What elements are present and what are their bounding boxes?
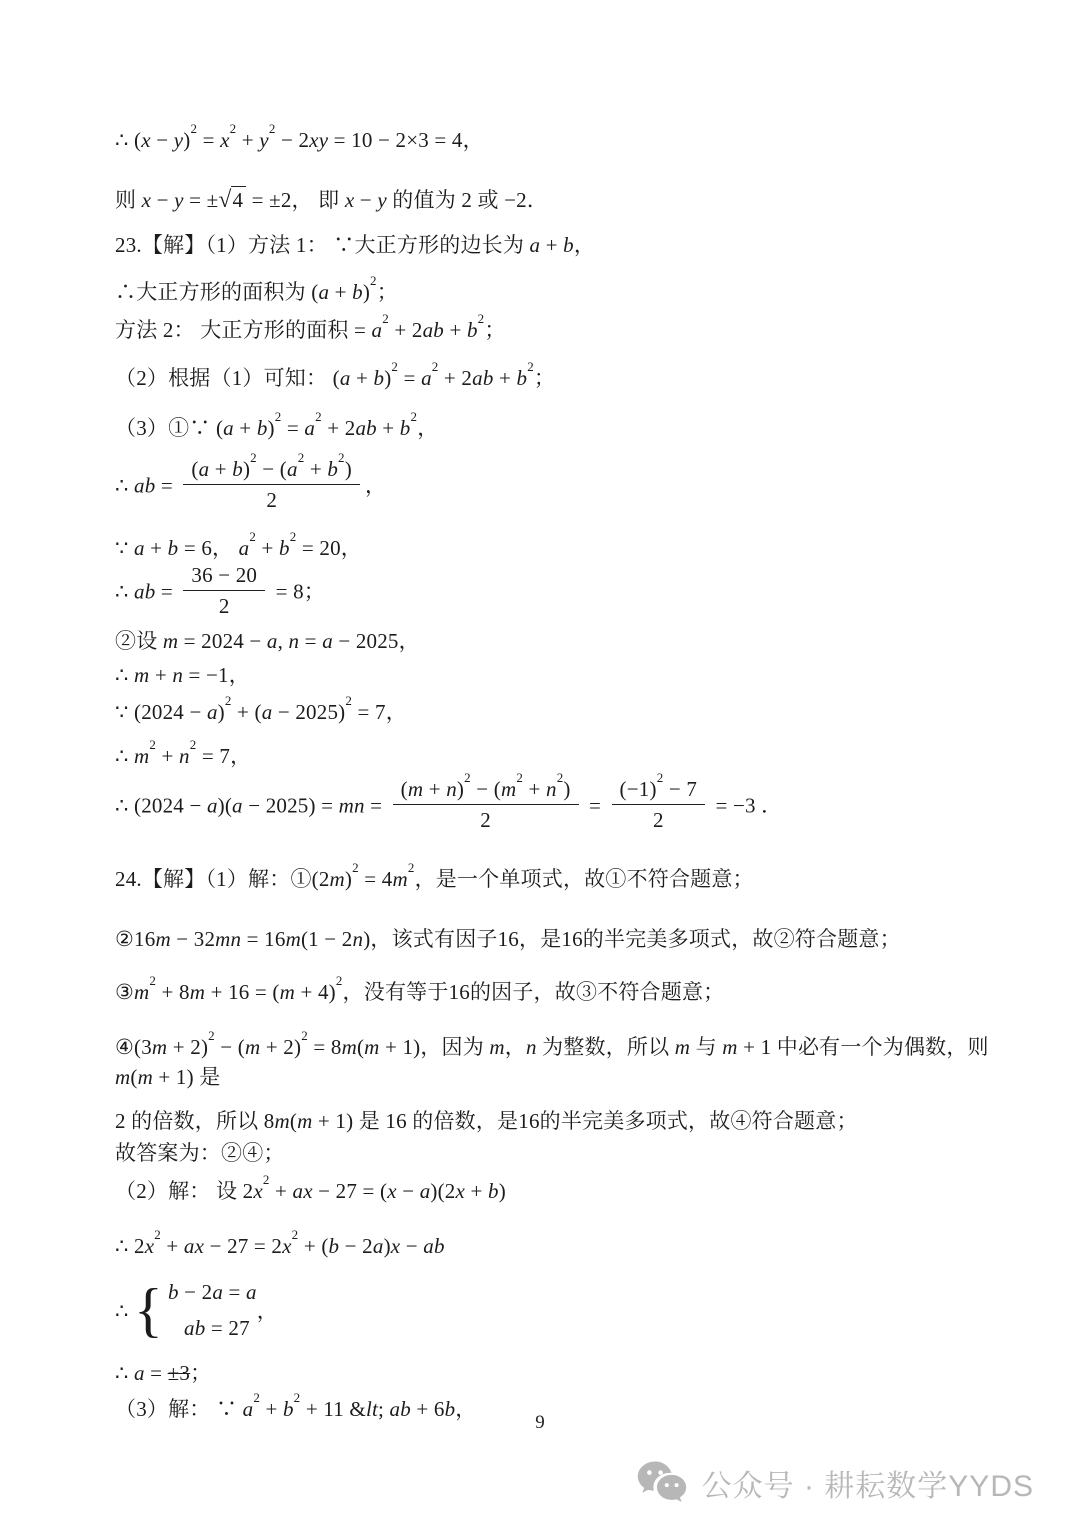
math-line: ∴大正方形的面积为 $(a + b)^2$；	[115, 273, 398, 304]
math-line: 故答案为：②④；	[115, 1141, 285, 1165]
watermark-text: 公众号 · 耕耘数学YYDS	[701, 1470, 1034, 1503]
math-line: 23.【解】（1）方法 1： ∵大正方形的边长为 a + b，	[115, 233, 596, 257]
math-line: ∴ ab = $\frac{36 - 20}{2}$ = 8；	[115, 563, 325, 618]
math-line: ②设 m = 2024 − a, n = a − 2025，	[115, 629, 420, 653]
math-line: ②16m − 32mn = 16m(1 − 2n)，该式有因子16，是16的半完美多项式，故②符合题意；	[115, 927, 901, 951]
math-line: ∴ { b − 2a = a ab = 27 ，	[115, 1277, 278, 1343]
math-line: 2 的倍数，所以 8m(m + 1) 是 16 的倍数，是16的半完美多项式，故④符合题意；	[115, 1109, 858, 1133]
wechat-icon	[636, 1460, 688, 1506]
math-line: （2）解： 设 $2x^2$ + ax − 27 = (x − a)(2x + b)	[115, 1172, 506, 1203]
math-line: ∴ $(x - y)^2 = x^2 + y^2 - 2xy = 10 - 2\times 3 = 4$，	[115, 121, 484, 152]
math-line: ∴ $2x^2$ + ax − $27 = 2x^2 + (b - 2a)x$ − ab	[115, 1227, 445, 1258]
math-line: ∴ m + n = −1，	[115, 663, 250, 687]
watermark	[636, 1460, 1034, 1506]
math-line: 24.【解】（1）解：$①(2m)^2 = 4m^2$，是一个单项式，故①不符合题意；	[115, 860, 754, 891]
math-line: ∵ $(2024 - a)^2 + (a - 2025)^2 = 7$，	[115, 693, 407, 724]
math-line: （2）根据（1）可知： $(a + b)^2 = a^2 + 2ab + b^2$；	[115, 359, 556, 390]
math-line: ∵ a + b = 6， $a^2 + b^2 = 20$，	[115, 529, 362, 560]
math-line: $③m^2 + 8m + 16 = (m + 4)^2$，没有等于16的因子，故③不符合题意；	[115, 973, 725, 1004]
math-line: 方法 2： 大正方形的面积 = $a^2 + 2ab + b^2$；	[115, 311, 506, 342]
math-line: 则 x − y = ±√4 = ±2， 即 x − y 的值为 2 或 −2．	[115, 187, 549, 213]
math-line: ∴ (2024 − a)(a − 2025) = mn = $\frac{(m + n)^2 - (m^2 + n^2)}{2}$ = $\frac{(-1)^2 - 7}{2}$ = −3 ．	[115, 770, 783, 832]
math-line: ∴ ab = $\frac{(a + b)^2 - (a^2 + b^2)}{2}$ ，	[115, 450, 387, 512]
math-line: ∴ $m^2 + n^2 = 7$，	[115, 737, 252, 768]
math-line: ④(3m + $2)^2 - (m + 2)^2 = 8m(m + 1)$，因为 m，n 为整数，所以 m 与 m + 1 中必有一个为偶数，则 m(m + 1) 是	[115, 1028, 989, 1089]
page-number: 9	[535, 1412, 545, 1433]
math-line: （3）解： ∵ $a^2 + b^2 + 11$ &lt; ab + 6b，	[115, 1390, 477, 1421]
math-line: ∴ a = ±3；	[115, 1361, 212, 1385]
solution-lines	[115, 122, 1020, 1424]
math-line: （3）①∵ $(a + b)^2 = a^2 + 2ab + b^2$，	[115, 409, 439, 440]
